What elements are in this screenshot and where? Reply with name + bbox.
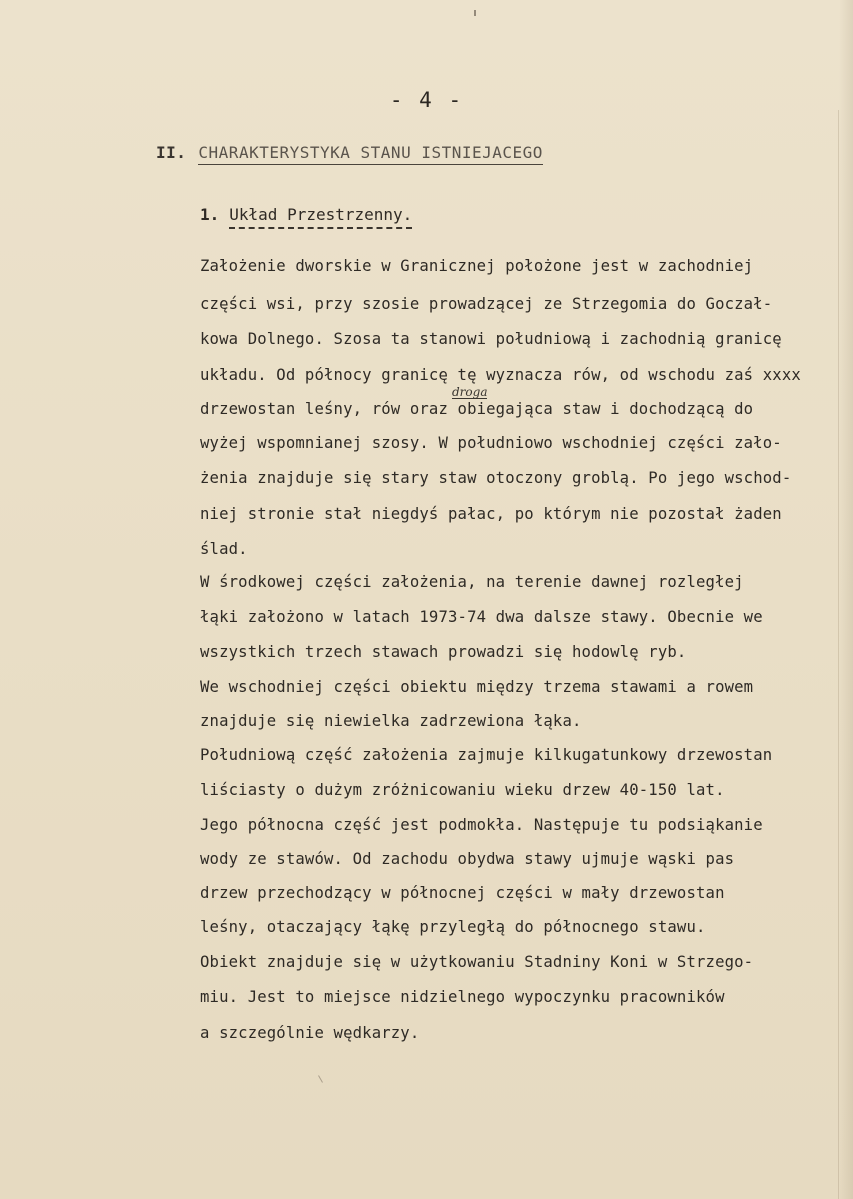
section-heading	[156, 143, 543, 162]
body-line: drzew przechodzący w północnej części w mały drzewostan	[200, 884, 725, 902]
subsection-title: Układ Przestrzenny.	[229, 205, 412, 229]
page-edge-shadow	[839, 0, 853, 1199]
body-line: liściasty o dużym zróżnicowaniu wieku drzew 40-150 lat.	[200, 781, 725, 799]
body-line: Założenie dworskie w Granicznej położone jest w zachodniej	[200, 257, 754, 275]
paper-mark	[474, 10, 476, 16]
section-number: II.	[156, 143, 187, 162]
body-line: niej stronie stał niegdyś pałac, po którym nie pozostał żaden	[200, 505, 782, 523]
body-line: Jego północna część jest podmokła. Następuje tu podsiąkanie	[200, 816, 763, 834]
body-line: wszystkich trzech stawach prowadzi się hodowlę ryb.	[200, 643, 687, 661]
body-line: kowa Dolnego. Szosa ta stanowi południową i zachodnią granicę	[200, 330, 782, 348]
body-line: części wsi, przy szosie prowadzącej ze Strzegomia do Goczał-	[200, 295, 773, 313]
subsection-heading	[200, 205, 412, 224]
paper-mark-bottom	[318, 1075, 323, 1082]
body-line: wody ze stawów. Od zachodu obydwa stawy ujmuje wąski pas	[200, 850, 735, 868]
handwritten-annotation: droga	[452, 385, 488, 399]
body-line: miu. Jest to miejsce nidzielnego wypoczynku pracowników	[200, 988, 725, 1006]
body-line: We wschodniej części obiektu między trzema stawami a rowem	[200, 678, 754, 696]
body-line: łąki założono w latach 1973-74 dwa dalsze stawy. Obecnie we	[200, 608, 763, 626]
body-line: wyżej wspomnianej szosy. W południowo wschodniej części zało-	[200, 434, 782, 452]
body-line: układu. Od północy granicę tę wyznacza rów, od wschodu zaś xxxx	[200, 366, 801, 384]
body-line: a szczególnie wędkarzy.	[200, 1024, 420, 1042]
body-line: leśny, otaczający łąkę przyległą do północnego stawu.	[200, 918, 706, 936]
body-line: znajduje się niewielka zadrzewiona łąka.	[200, 712, 582, 730]
subsection-number: 1.	[200, 205, 220, 224]
body-line: żenia znajduje się stary staw otoczony groblą. Po jego wschod-	[200, 469, 792, 487]
body-line: Obiekt znajduje się w użytkowaniu Stadniny Koni w Strzego-	[200, 953, 754, 971]
body-line: drzewostan leśny, rów oraz obiegająca staw i dochodzącą do	[200, 400, 754, 418]
body-line: Południową część założenia zajmuje kilkugatunkowy drzewostan	[200, 746, 773, 764]
page-number: - 4 -	[389, 88, 464, 112]
body-line: ślad.	[200, 540, 248, 558]
body-line: W środkowej części założenia, na terenie dawnej rozległej	[200, 573, 744, 591]
section-title: CHARAKTERYSTYKA STANU ISTNIEJACEGO	[198, 143, 543, 165]
page-edge-line	[838, 110, 839, 1199]
